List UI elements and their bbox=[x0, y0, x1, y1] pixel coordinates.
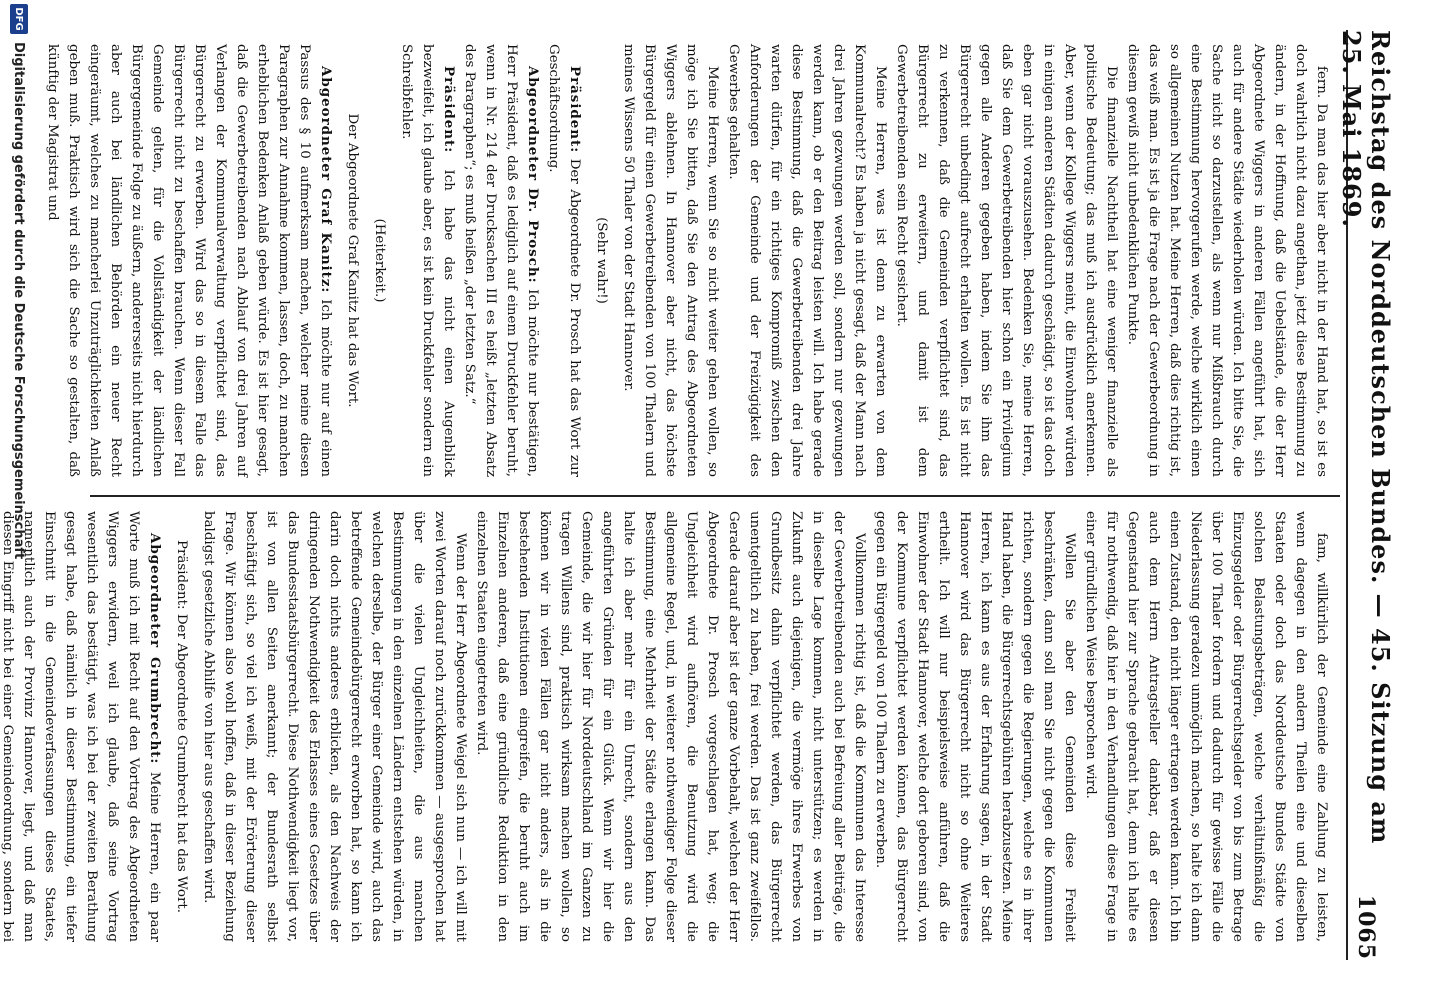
speech-paragraph bbox=[42, 44, 336, 477]
body-paragraph: Wenn der Herr Abgeordnete Weigel sich nun — ich will mit zwei Worten darauf noch zurückkommen — ausgesprochen hat über die vielen Ungleichheiten, die aus manchen Bestimmungen in den einzelnen Ländern entstehen würden, in welchen derselbe, der Bürger einer Gemeinde wird, auch das betreffende Gemeindebürgerrecht erworben hat, so kann ich darin doch nichts anderes erblicken, als den Nachweis der dringenden Nothwendigkeit des Erlasses eines Gesetzes über das Bundesstaatsbürgerrecht. Diese Nothwendigkeit liegt vor, ist von allen Seiten anerkannt; der Bundesrath selbst beschäftigt sich, so viel ich weiß, mit der Erörterung dieser Frage. Wir können also wohl hoffen, daß in dieser Beziehung baldigst gesetzliche Abhilfe von hier aus geschaffen wird. bbox=[201, 511, 468, 942]
centered-line: Der Abgeordnete Graf Kanitz hat das Wort. bbox=[345, 113, 360, 408]
left-column bbox=[45, 30, 1340, 495]
speech-paragraph bbox=[459, 44, 543, 477]
speaker-name: Abgeordneter Grumbrecht: bbox=[147, 533, 163, 765]
speech-paragraph bbox=[396, 44, 459, 477]
speech-text: Der Abgeordnete Dr. Prosch hat das Wort zur Geschäftsordnung. bbox=[546, 44, 582, 477]
speech-text: Ich möchte nur bestätigen, Herr Präsident, daß es lediglich auf einem Druckfehler beruht, wenn in Nr. 214 der Drucksachen III es heißt „letzten Absatz des Paragraphen“; es muß heißen „der letzten Satz.“ bbox=[462, 44, 540, 477]
body-paragraph: fam, willkürlich der Gemeinde eine Zahlung zu leisten, wenn dagegen in den andern Theilen eine und dieselben Staaten oder doch das Norddeutsche Bundes Städte von solchen Belastungsbeträgen, welche verhältnißmäßig die Einzugsgelder oder Bürgerrechtsgelder von bis zum Betrage über 100 Thaler fordern und dadurch für gewisse Fälle die Niederlassung geradezu unmöglich machen, so halte ich dann einen Zustand, den nicht länger ertragen werden kann. Ich bin auch dem Herrn Antragsteller dankbar, daß er diesen Gegenstand hier zur Sprache gebracht hat, denn ich halte es für nothwendig, daß hier in den Verhandlungen diese Frage in einer gründlichen Weise besprochen wird. bbox=[1083, 511, 1329, 942]
right-column bbox=[0, 495, 1340, 960]
speech-text: Meine Herren, ein paar Worte muß ich mit Recht auf den Vortrag des Abgeordneten Wiggers erwidern, weil ich glaube, daß seine Vortrag wesentlich das bestätigt, was ich bei der zweiten Berathung gesagt habe, daß nämlich in dieser Bestimmung, ein tiefer Einschnitt in die Gemeindeverfassungen dieses Staates, namentlich auch der Provinz Hannover, liegt, und daß man diesen Eingriff nicht bei einer Gemeindeordnung, sondern bei bbox=[0, 511, 162, 942]
centered-line: Präsident: Der Abgeordnete Grumbrecht hat das Wort. bbox=[174, 540, 189, 913]
dfg-logo-icon: DFG bbox=[10, 4, 28, 34]
centered-line: (Sehr wahr!) bbox=[594, 217, 609, 304]
body-paragraph: Vollkommen richtig ist, daß die Kommunen das Interesse der Gewerbetreibenden auch bei Befreiung aller Beiträge, die in dieselbe Lage kommen, nicht unterstützen; es werden in Zukunft auch diejenigen, die vermöge ihres Erwerbes von Grundbesitz dahin verpflichtet werden, das Bürgerrecht unentgeltlich zu haben, frei werden. Das ist ganz zweifellos. Gerade darauf aber ist der ganze Vorbehalt, welchen der Herr Abgeordnete Dr. Prosch vorgeschlagen hat, weg; die Ungleichheit wird aufhören, die Benutzung wird die allgemeine Regel, und, in weiterer nothwendiger Folge dieser Bestimmung, eine Mehrheit der Städte erlangen kann. Das halte ich aber mehr für ein Unrecht, sondern aus den angeführten Gründen für ein Glück. Wenn wir hier die Gemeinde, die wir hier für Norddeutschland im Ganzen zu tragen Willens sind, praktisch wirksam machen wollen, so können wir in vielen Fällen gar nicht anders, als in die bestehenden Institutionen eingreifen, die beruht auch im Einzelnen anderen, daß eine gründliche Reduktion in den einzelnen Staaten eingetreten wird. bbox=[474, 511, 867, 942]
body-paragraph: fern. Da man das hier aber nicht in der Hand hat, so ist es doch wahrlich nicht dazu angethan, jetzt diese Bestimmung zu ändern, in der Hoffnung, daß die Uebelstände, die der Herr Abgeordnete Wiggers in anderen Fällen angeführt hat, sich auch für andere Städte wiederholen würden. Ich bitte Sie, die Sache nicht so darzustellen, als wenn nur Mißbrauch durch eine Bestimmung hervorgerufen werde, welche wirklich einen so allgemeinen Nutzen hat. Meine Herren, daß dies richtig ist, das weiß man. Es ist ja die Frage nach der Gewerbeordnung in diesem gewiß nicht unbedenklichen Punkte. bbox=[1125, 44, 1329, 477]
speaker-name: Präsident: bbox=[567, 66, 583, 154]
body-paragraph: Wollen Sie aber den Gemeinden diese Freiheit beschränken, dann soll man Sie nicht gegen die Kommunen richten, sondern gegen die Regierungen, welche es in ihrer Hand haben, die Bürgerrechtsgebühren herabzusetzen. Meine Herren, ich kann es aus der Erfahrung sagen, in der Stadt Hannover wird das Bürgerrecht nicht so ohne Weiteres ertheilt. Ich will nur beispielsweise anführen, daß die Einwohner der Stadt Hannover, welche dort geboren sind, von der Kommune verpflichtet werden können, das Bürgerrecht gegen ein Bürgergeld von 100 Thalern zu erwerben. bbox=[873, 511, 1077, 942]
speaker-name: Präsident: bbox=[441, 66, 457, 154]
centered-line: (Heiterkeit.) bbox=[372, 218, 387, 303]
page-header bbox=[1337, 30, 1395, 960]
body-paragraph: Meine Herren, wenn Sie so nicht weiter gehen wollen, so möge ich Sie bitten, daß Sie den Antrag des Abgeordneten Wiggers ablehnen. In Hannover aber nicht, das höchste Bürgergeld für einen Gewerbetreibenden von 100 Thalern und meines Wissens 50 Thaler von der Stadt Hannover. bbox=[621, 44, 720, 477]
speaker-name: Abgeordneter Graf Kanitz: bbox=[318, 66, 334, 294]
body-paragraph: Meine Herren, was ist denn zu erwarten von dem Kommunalrecht? Es haben ja nicht gesagt, daß der Mann nach drei Jahren gezwungen werden soll, sondern nur gezwungen werden kann, ob er den Beitrag leisten will. Ich habe gerade diese Bestimmung, daß die Gewerbetreibenden drei Jahre warten dürfen, für ein richtiges Kompromiß zwischen den Anforderungen der Gemeinde und der Freizügigkeit des Gewerbes gehalten. bbox=[726, 44, 888, 477]
body-paragraph: Die finanzielle Nachtheil hat eine weniger finanzielle als politische Bedeutung; das muß ich ausdrücklich anerkennen. Aber, wenn der Kollege Wiggers meint, die Einwohner würden in einigen anderen Städten dadurch geschädigt, so ist das doch eben gar nicht vorauszusehen. Bedenken Sie, meine Herren, daß Sie dem Gewerbetreibenden hier schon ein Privilegium gegen alle Anderen gegeben haben, indem Sie ihm das Bürgerrecht unbedingt aufrecht erhalten wollen. Es ist nicht zu verkennen, daß die Gemeinden verpflichtet sind, das Bürgerrecht zu erweitern, und damit ist dem Gewerbetreibenden sein Recht gesichert. bbox=[894, 44, 1119, 478]
running-head: Reichstag des Norddeutschen Bundes. — 45. Sitzung am 25. Mai 1869. bbox=[1337, 30, 1395, 845]
page-number: 1065 bbox=[1353, 894, 1379, 960]
digitization-credit: Digitalisierung gefördert durch die Deutsche Forschungsgemeinschaft bbox=[11, 42, 27, 560]
speaker-name: Abgeordneter Dr. Prosch: bbox=[525, 66, 541, 284]
digitization-footer bbox=[6, 0, 32, 1000]
speech-text: Ich möchte nur auf einen Passus des § 10 aufmerksam machen, welcher meine diesen Paragraphen zur Annahme kommen, lassen, doch, zu manchen erheblichen Bedenken Anlaß geben würde. Es ist hier gesagt, daß die Gewerbetreibenden nach Ablauf von drei Jahren auf Verlangen der Kommunalverwaltung verpflichtet sind, das Bürgerrecht zu erwerben. Wird das so in diesem Falle das Bürgerrecht nicht zu beschaffen brauchen. Wenn dieser Fall Gemeinde gelten, für die Vollständigkeit der ländlichen Bürgergemeinde Folge zu äußern, andererseits nicht hierdurch aber auch bei ländlichen Behörden ein neuer Recht eingeräumt, welches zu mancherlei Unzuträglichkeiten Anlaß geben muß. Praktisch wird sich die Sache so gestalten, daß künftig der Magistrat und bbox=[45, 44, 333, 477]
speech-text: Ich habe das nicht einen Augenblick bezweifelt, ich glaube aber, es ist kein Druckfehler sondern ein Schreibfehler. bbox=[399, 44, 456, 477]
speech-paragraph bbox=[543, 44, 585, 477]
